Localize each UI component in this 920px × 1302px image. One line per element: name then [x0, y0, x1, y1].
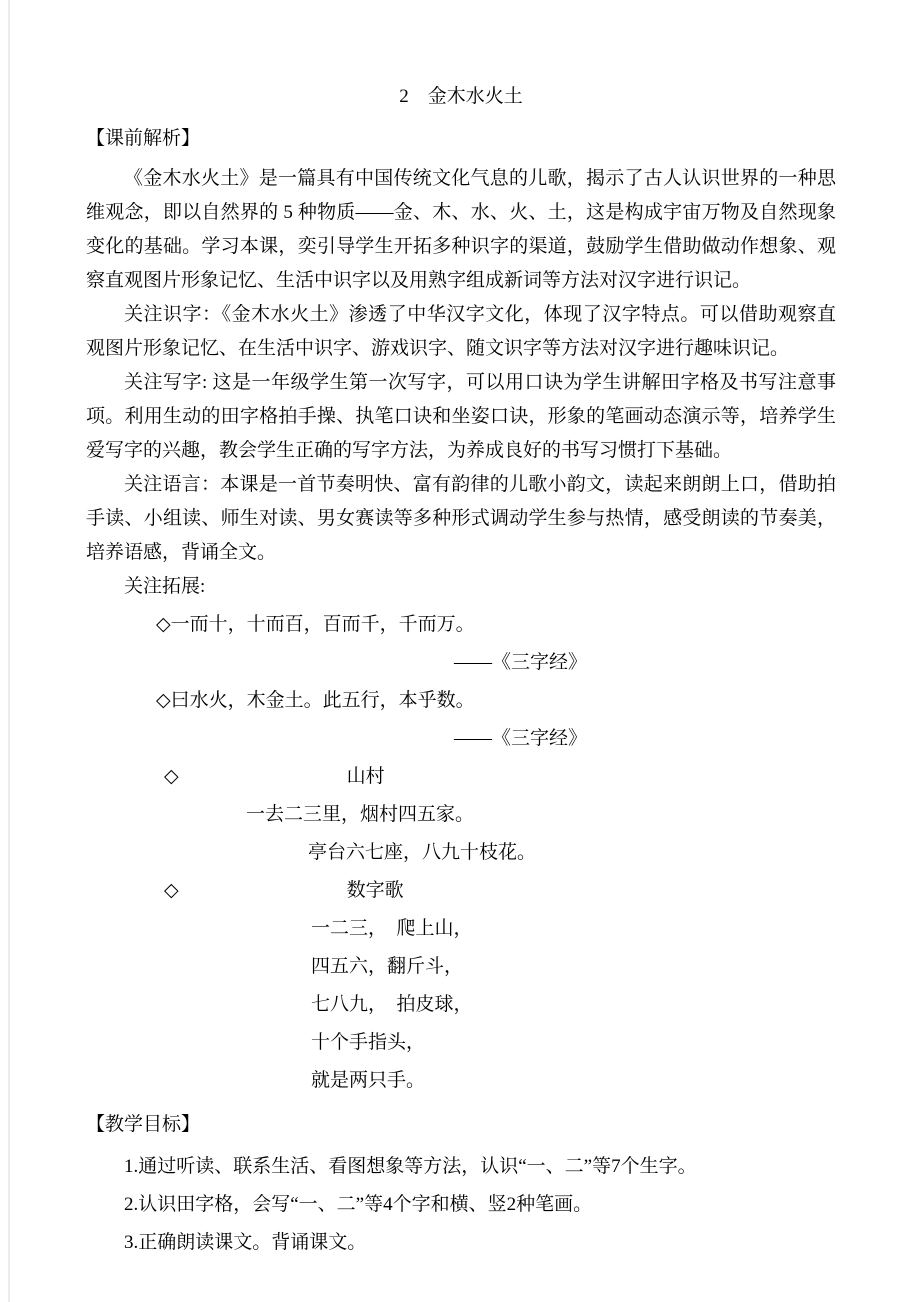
- quote-source-2: ——《三字经》: [454, 728, 588, 749]
- paragraph-overview: 《金木水火土》是一篇具有中国传统文化气息的儿歌，揭示了古人认识世界的一种思维观念，即以自然界的 5 种物质——金、木、水、火、土，这是构成宇宙万物及自然现象变化的基础。学习本课，奕引导学生开拓多种识字的渠道，鼓励学生借助做动作想象、观察直观图片形象记忆、生活中识字以及用熟字组成新词等方法对汉字进行识记。: [86, 168, 836, 291]
- poem-2-line: 一二三， 爬上山，: [311, 918, 473, 939]
- heading-objectives: 【教学目标】: [86, 1114, 201, 1135]
- objective-item: 1.通过听读、联系生活、看图想象等方法，认识“一、二”等7个生字。: [124, 1156, 697, 1177]
- paragraph-literacy-focus: 关注识字：《金木水火土》渗透了中华汉字文化，体现了汉字特点。可以借助观察直观图片形象记忆、在生活中识字、游戏识字、随文识字等方法对汉字进行趣味识记。: [86, 304, 836, 359]
- page-edge-line: [8, 0, 10, 1302]
- poem-2-line: 十个手指头，: [311, 1032, 426, 1053]
- diamond-bullet-icon: ◇: [164, 766, 179, 787]
- poem-2-line: 七八九， 拍皮球，: [311, 994, 473, 1015]
- diamond-bullet-icon: ◇: [164, 880, 179, 901]
- paragraph-language-focus: 关注语言：本课是一首节奏明快、富有韵律的儿歌小韵文，读起来朗朗上口，借助拍手读、小组读、师生对读、男女赛读等多种形式调动学生参与热情，感受朗读的节奏美，培养语感，背诵全文。: [86, 474, 836, 563]
- objective-item: 2.认识田字格，会写“一、二”等4个字和横、竖2种笔画。: [124, 1194, 593, 1215]
- paragraph-extension-label: 关注拓展:: [124, 576, 206, 597]
- heading-pre-analysis: 【课前解析】: [86, 128, 201, 149]
- poem-2-line: 就是两只手。: [311, 1070, 426, 1091]
- poem-2-line: 四五六，翻斤斗，: [311, 956, 464, 977]
- poem-1-line: 一去二三里，烟村四五家。: [246, 804, 475, 825]
- poem-1-line: 亭台六七座，八九十枝花。: [308, 842, 537, 863]
- extension-block: [86, 606, 836, 1100]
- poem-2-title: 数字歌: [346, 880, 404, 901]
- poem-2-header: [164, 872, 836, 910]
- poem-1-title: 山村: [346, 766, 385, 787]
- poem-1-header: [164, 758, 836, 796]
- extension-quote-2: ◇曰水火，木金土。此五行，本乎数。: [156, 690, 475, 711]
- extension-quote-1: ◇一而十，十而百，百而千，千而万。: [156, 614, 475, 635]
- paragraph-writing-focus: 关注写字: 这是一年级学生第一次写字，可以用口诀为学生讲解田字格及书写注意事项。利用生动的田字格拍手操、执笔口诀和坐姿口诀，形象的笔画动态演示等，培养学生爱写字的兴趣，教会学生正确的写字方法，为养成良好的书写习惯打下基础。: [86, 372, 836, 461]
- objective-item: 3.正确朗读课文。背诵课文。: [124, 1232, 367, 1253]
- doc-title: 2 金木水火土: [399, 86, 523, 107]
- quote-source-1: ——《三字经》: [454, 652, 588, 673]
